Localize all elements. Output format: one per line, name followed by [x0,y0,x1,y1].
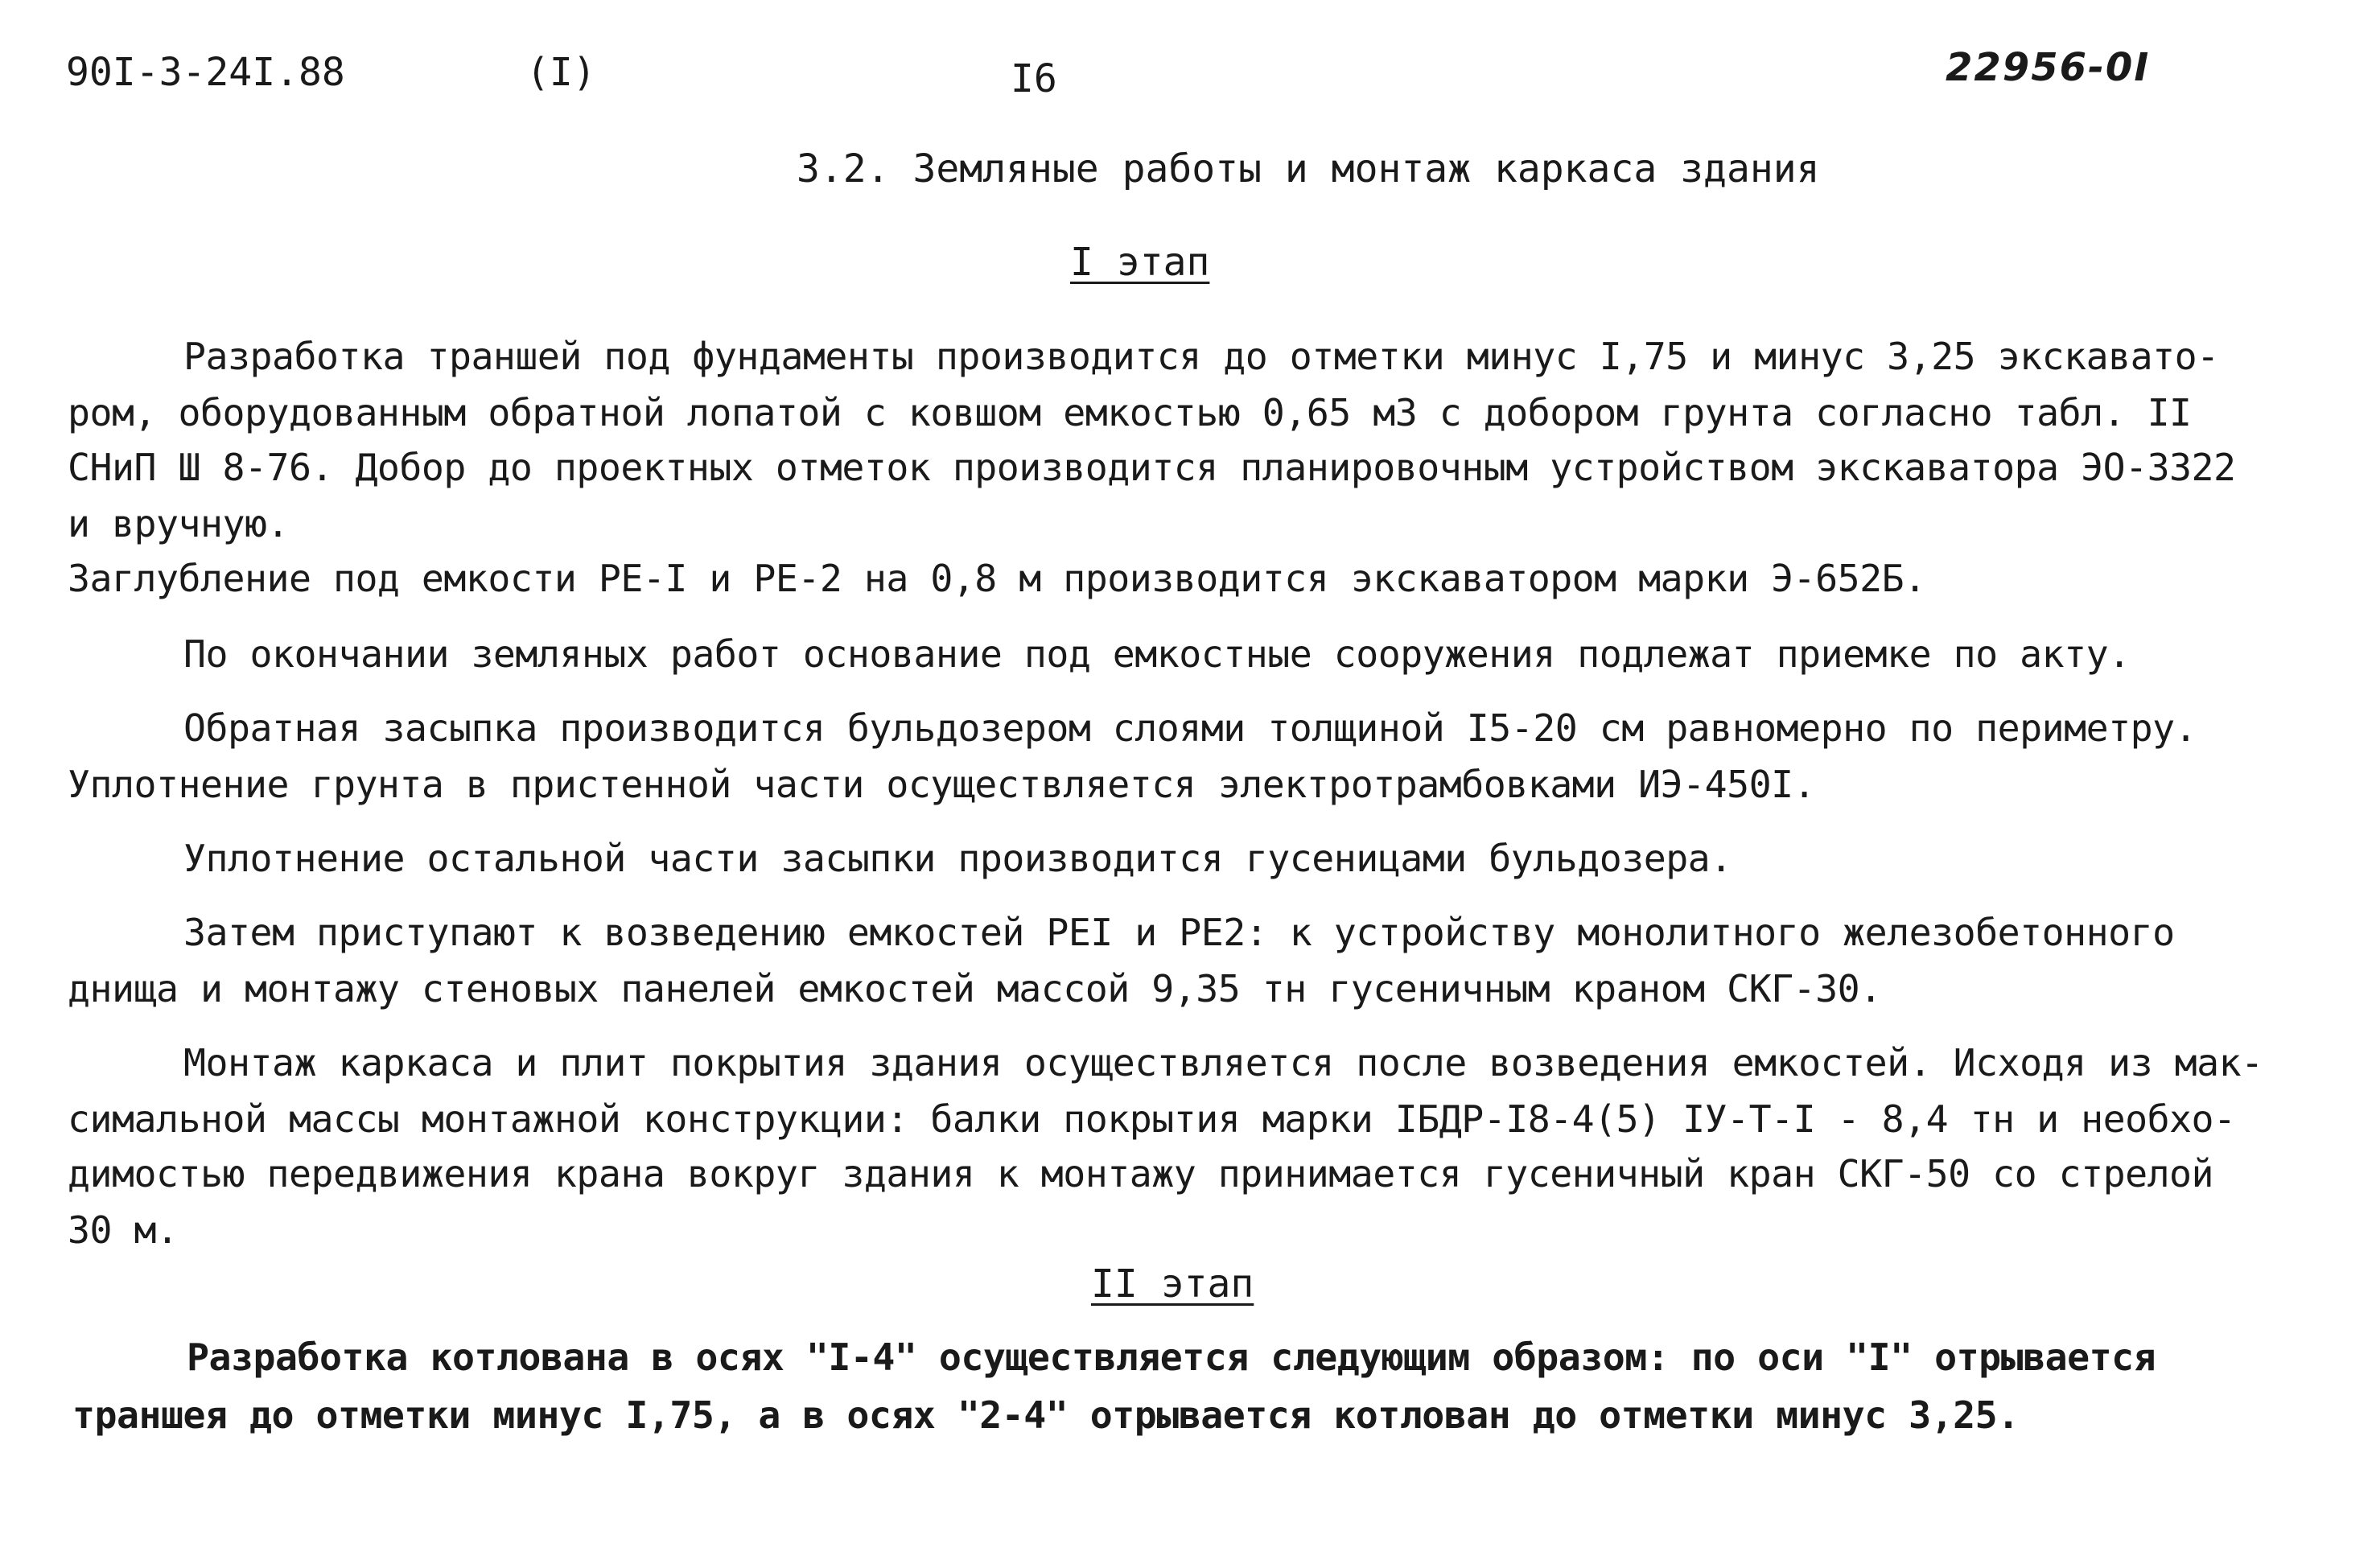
paragraph-line: днища и монтажу стеновых панелей емкостей массой 9,35 тн гусеничным краном СКГ-30. [68,967,1882,1010]
stage-2-title: II этап [1091,1261,1254,1307]
paragraph-line: Затем приступают к возведению емкостей РЕI и РЕ2: к устройству монолитного железобетонного [183,911,2175,954]
section-title: 3.2. Земляные работы и монтаж каркаса здания [797,146,1820,191]
paragraph-line: Уплотнение грунта в пристенной части осуществляется электротрамбовками ИЭ-450I. [68,763,1816,806]
paragraph-line: Разработка траншей под фундаменты производится до отметки минус I,75 и минус 3,25 экскавато- [183,335,2219,378]
paragraph-line: Уплотнение остальной части засыпки производится гусеницами бульдозера. [183,837,1732,880]
paragraph-line: По окончании земляных работ основание под емкостные сооружения подлежат приемке по акту. [183,632,2131,676]
archive-number: 22956-0I [1946,45,2151,90]
document-code: 90I-3-24I.88 [66,50,345,95]
paragraph-line: траншея до отметки минус I,75, а в осях "2-4" отрывается котлован до отметки минус 3,25. [72,1393,2020,1437]
stage-1-title: I этап [1070,240,1210,285]
paragraph-line: Монтаж каркаса и плит покрытия здания осуществляется после возведения емкостей. Исходя из мак- [183,1041,2263,1084]
paragraph-line: Заглубление под емкости РЕ-I и РЕ-2 на 0,8 м производится экскаватором марки Э-652Б. [68,557,1926,600]
paragraph-line: и вручную. [68,502,289,545]
paragraph-line: 30 м. [68,1208,179,1252]
paragraph-line: симальной массы монтажной конструкции: балки покрытия марки IБДР-I8-4(5) IУ-Т-I - 8,4 тн и необхо- [68,1097,2236,1141]
paragraph-line: ром, оборудованным обратной лопатой с ковшом емкостью 0,65 м3 с добором грунта согласно табл. II [68,391,2192,434]
page-number: I6 [1011,56,1057,101]
paragraph-line: Обратная засыпка производится бульдозером слоями толщиной I5-20 см равномерно по периметру. [183,706,2197,750]
paragraph-line: Разработка котлована в осях "I-4" осуществляется следующим образом: по оси "I" отрывается [187,1335,2156,1379]
sheet-indicator: (I) [526,50,596,95]
paragraph-line: димостью передвижения крана вокруг здания к монтажу принимается гусеничный кран СКГ-50 со стрелой [68,1152,2214,1196]
paragraph-line: СНиП Ш 8-76. Добор до проектных отметок производится планировочным устройством экскаватора ЭО-3322 [68,446,2236,489]
